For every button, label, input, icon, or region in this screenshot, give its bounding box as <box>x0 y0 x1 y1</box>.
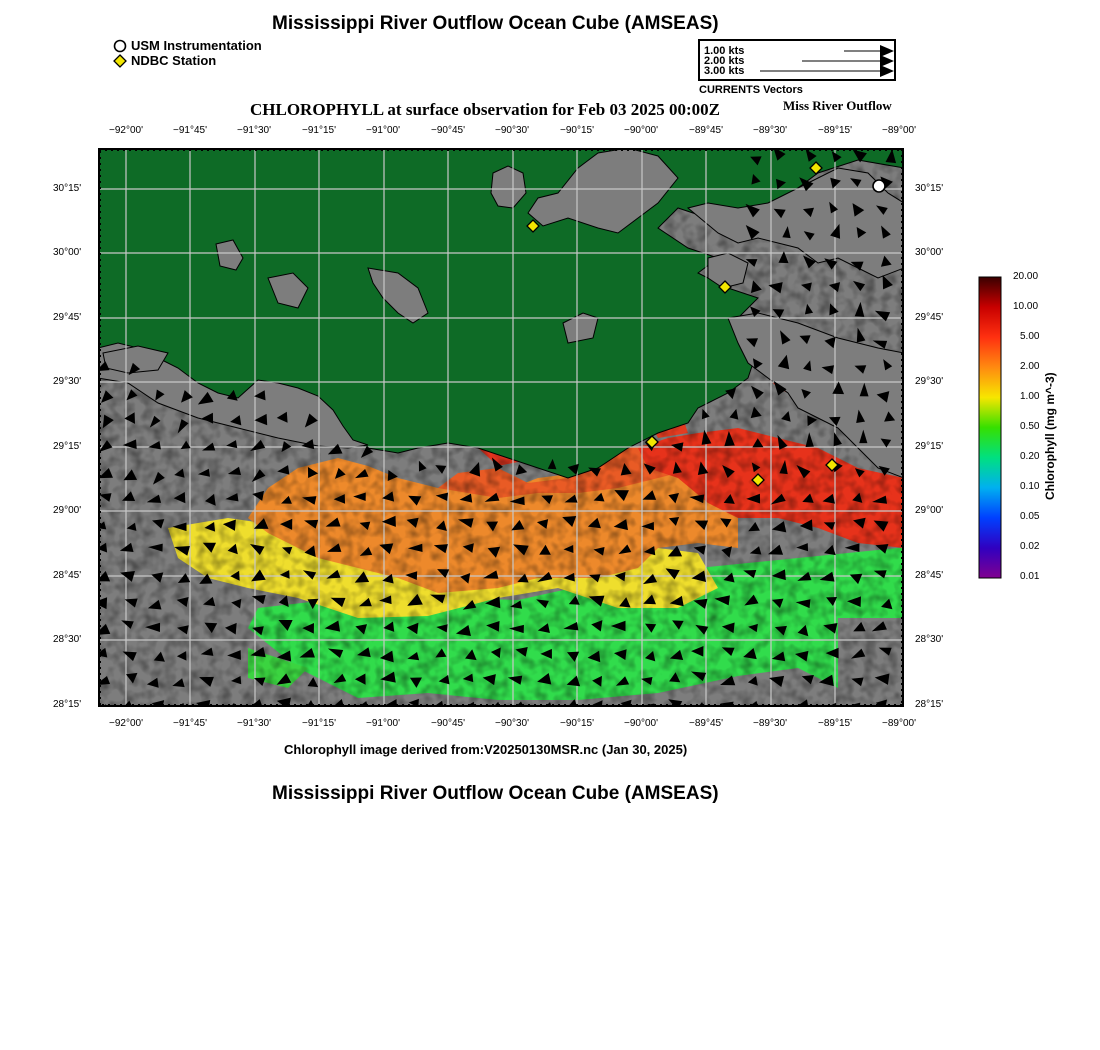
lon-tick-top: −90°30' <box>495 125 529 136</box>
lon-tick-top: −90°00' <box>624 125 658 136</box>
usm-instrument <box>873 180 885 192</box>
legend-usm-label: USM Instrumentation <box>131 38 262 53</box>
lon-tick-bottom: −92°00' <box>109 718 143 729</box>
lon-tick-bottom: −91°00' <box>366 718 400 729</box>
vector-legend-box <box>698 39 896 81</box>
map-panel <box>98 148 904 707</box>
colorbar-label: 0.01 <box>1020 571 1040 582</box>
lat-tick-right: 29°45' <box>915 312 944 323</box>
lon-tick-bottom: −89°15' <box>818 718 852 729</box>
lon-tick-bottom: −90°15' <box>560 718 594 729</box>
colorbar-label: 0.02 <box>1020 541 1040 552</box>
lon-tick-bottom: −89°30' <box>753 718 787 729</box>
lat-tick-left: 29°00' <box>53 505 82 516</box>
lat-tick-left: 28°15' <box>53 699 82 710</box>
colorbar-label: 2.00 <box>1020 361 1040 372</box>
lat-tick-right: 28°45' <box>915 570 944 581</box>
lat-tick-right: 29°15' <box>915 441 944 452</box>
lon-tick-bottom: −89°45' <box>689 718 723 729</box>
legend-usm <box>113 38 262 53</box>
colorbar-label: 0.05 <box>1020 511 1040 522</box>
lon-tick-top: −90°15' <box>560 125 594 136</box>
legend-ndbc-label: NDBC Station <box>131 53 217 68</box>
page-title: Mississippi River Outflow Ocean Cube (AMSEAS) <box>272 13 719 34</box>
lat-tick-left: 29°45' <box>53 312 82 323</box>
lon-tick-bottom: −91°45' <box>173 718 207 729</box>
vector-label-1: 1.00 kts <box>704 45 745 57</box>
ndbc-diamond-icon <box>113 54 127 68</box>
lon-tick-top: −92°00' <box>109 125 143 136</box>
lon-tick-top: −89°00' <box>882 125 916 136</box>
lon-tick-top: −91°00' <box>366 125 400 136</box>
map-region-label: Miss River Outflow <box>783 98 892 113</box>
vector-legend-caption: CURRENTS Vectors <box>699 84 803 96</box>
colorbar-label: 5.00 <box>1020 331 1040 342</box>
colorbar-label: 1.00 <box>1020 391 1040 402</box>
lat-tick-left: 29°30' <box>53 376 82 387</box>
lon-tick-top: −89°45' <box>689 125 723 136</box>
colorbar-label: 10.00 <box>1013 301 1039 312</box>
lat-tick-right: 30°15' <box>915 183 944 194</box>
vector-arrows-icon <box>700 41 894 79</box>
lon-tick-bottom: −91°30' <box>237 718 271 729</box>
lon-tick-top: −89°15' <box>818 125 852 136</box>
colorbar-label: 0.20 <box>1020 451 1040 462</box>
lon-tick-bottom: −90°30' <box>495 718 529 729</box>
lat-tick-left: 30°15' <box>53 183 82 194</box>
lat-tick-right: 30°00' <box>915 247 944 258</box>
secondary-title: Mississippi River Outflow Ocean Cube (AMSEAS) <box>272 783 719 804</box>
lon-tick-top: −90°45' <box>431 125 465 136</box>
lon-tick-top: −91°45' <box>173 125 207 136</box>
lat-tick-left: 30°00' <box>53 247 82 258</box>
colorbar-label: 0.50 <box>1020 421 1040 432</box>
map-title: CHLOROPHYLL at surface observation for Feb 03 2025 00:00Z <box>250 100 720 119</box>
lat-tick-right: 29°00' <box>915 505 944 516</box>
legend-ndbc <box>113 53 216 68</box>
source-caption: Chlorophyll image derived from:V20250130MSR.nc (Jan 30, 2025) <box>284 742 688 757</box>
lat-tick-right: 28°30' <box>915 634 944 645</box>
lon-tick-top: −89°30' <box>753 125 787 136</box>
lon-tick-bottom: −90°45' <box>431 718 465 729</box>
vector-label-3: 3.00 kts <box>704 65 745 77</box>
lon-tick-top: −91°15' <box>302 125 336 136</box>
lon-tick-top: −91°30' <box>237 125 271 136</box>
lon-tick-bottom: −90°00' <box>624 718 658 729</box>
lon-tick-bottom: −89°00' <box>882 718 916 729</box>
lon-tick-bottom: −91°15' <box>302 718 336 729</box>
colorbar-title: Chlorophyll (mg m^-3) <box>1043 372 1057 500</box>
vector-label-2: 2.00 kts <box>704 55 745 67</box>
lat-tick-right: 29°30' <box>915 376 944 387</box>
lat-tick-left: 28°30' <box>53 634 82 645</box>
lat-tick-left: 29°15' <box>53 441 82 452</box>
colorbar-label: 0.10 <box>1020 481 1040 492</box>
lat-tick-left: 28°45' <box>53 570 82 581</box>
colorbar-label: 20.00 <box>1013 271 1039 282</box>
lat-tick-right: 28°15' <box>915 699 944 710</box>
usm-circle-icon <box>113 39 127 53</box>
colorbar <box>978 276 1002 580</box>
